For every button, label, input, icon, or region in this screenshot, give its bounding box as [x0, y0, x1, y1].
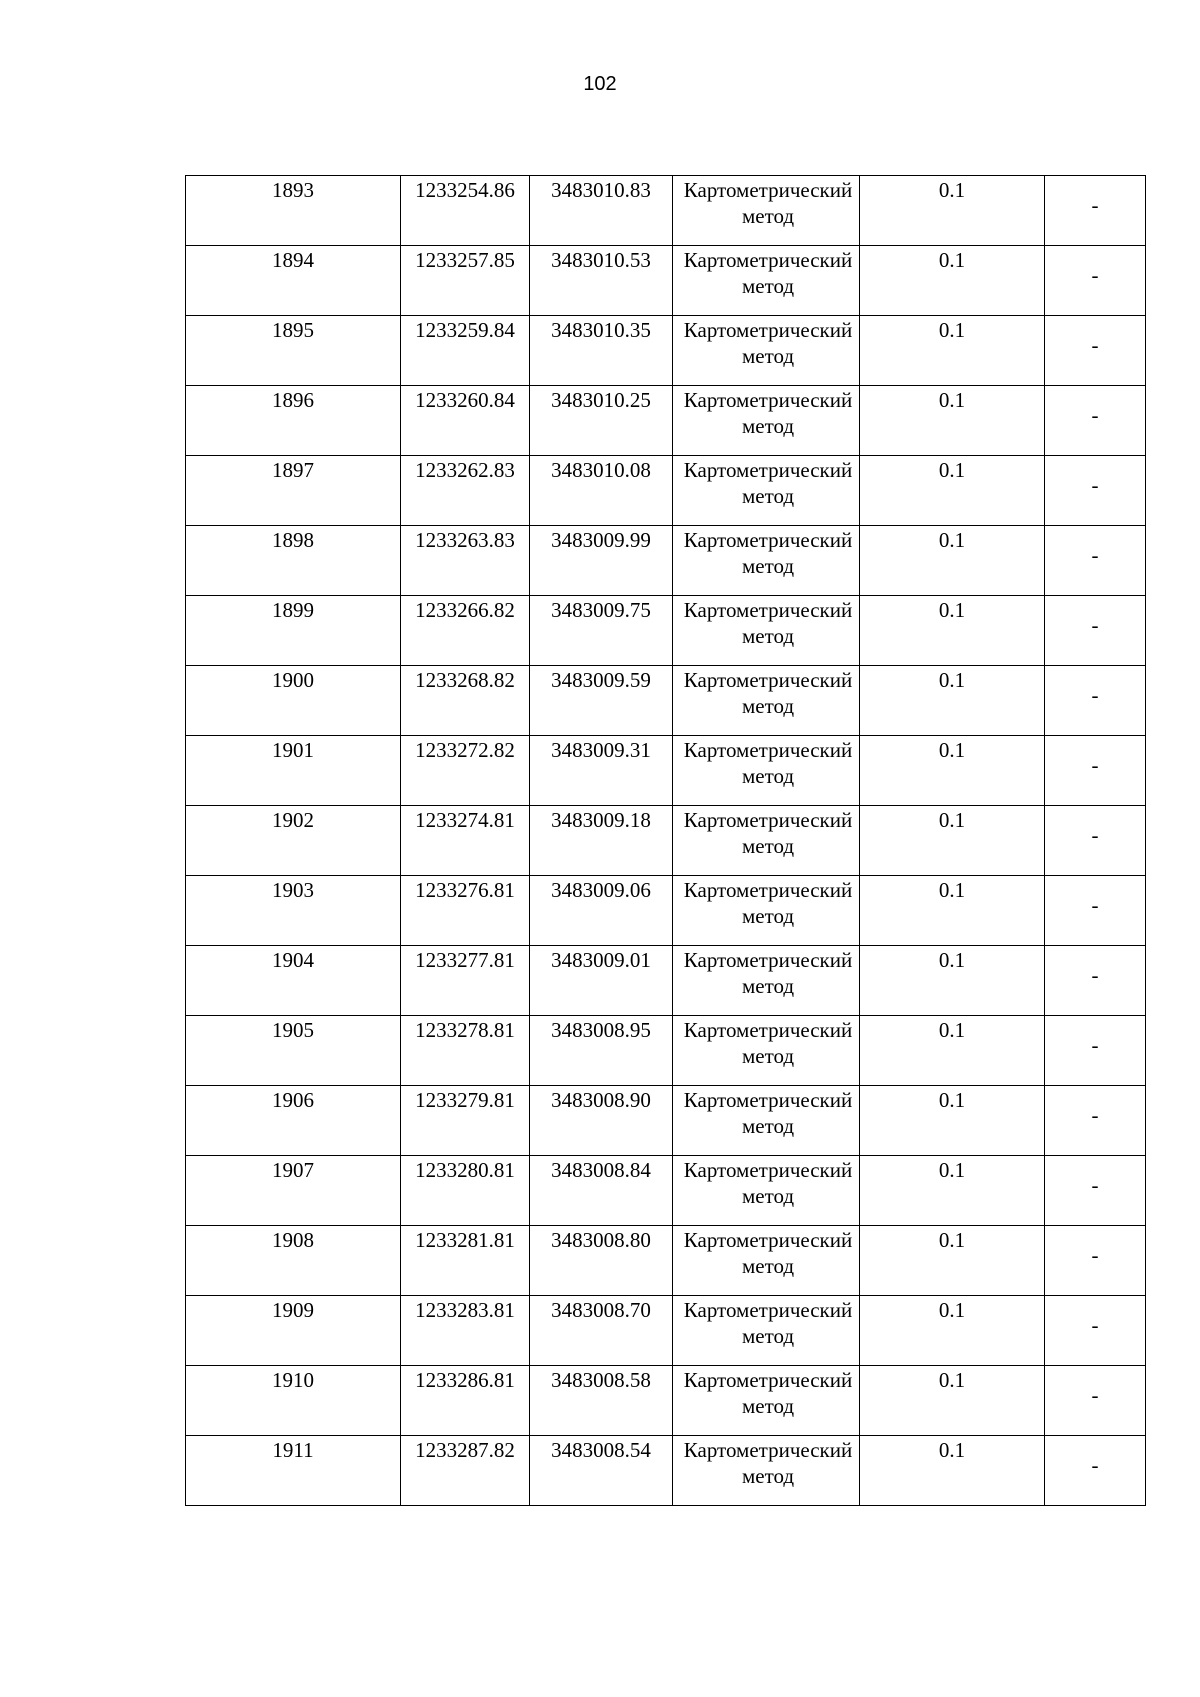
method-text: Картометрический метод — [683, 598, 853, 648]
table-row — [186, 316, 1146, 386]
point-number-cell: 1902 — [186, 806, 401, 876]
point-number-cell: 1910 — [186, 1366, 401, 1436]
description-cell: - — [1045, 316, 1146, 386]
method-text: Картометрический метод — [683, 388, 853, 438]
x-coordinate-cell: 1233279.81 — [401, 1086, 530, 1156]
x-coordinate-cell: 1233286.81 — [401, 1366, 530, 1436]
x-coordinate-cell: 1233281.81 — [401, 1226, 530, 1296]
method-text: Картометрический метод — [683, 528, 853, 578]
description-cell: - — [1045, 1436, 1146, 1506]
y-coordinate-cell: 3483009.75 — [530, 596, 673, 666]
precision-cell: 0.1 — [860, 666, 1045, 736]
point-number-cell: 1907 — [186, 1156, 401, 1226]
precision-cell: 0.1 — [860, 736, 1045, 806]
method-text: Картометрический метод — [683, 458, 853, 508]
table-row — [186, 1296, 1146, 1366]
method-cell — [673, 806, 860, 876]
y-coordinate-cell: 3483009.18 — [530, 806, 673, 876]
method-text: Картометрический метод — [683, 948, 853, 998]
precision-cell: 0.1 — [860, 1436, 1045, 1506]
point-number-cell: 1898 — [186, 526, 401, 596]
table-row — [186, 456, 1146, 526]
x-coordinate-cell: 1233263.83 — [401, 526, 530, 596]
table-row — [186, 806, 1146, 876]
y-coordinate-cell: 3483008.90 — [530, 1086, 673, 1156]
point-number-cell: 1901 — [186, 736, 401, 806]
precision-cell: 0.1 — [860, 1296, 1045, 1366]
y-coordinate-cell: 3483010.08 — [530, 456, 673, 526]
y-coordinate-cell: 3483010.83 — [530, 176, 673, 246]
method-cell — [673, 1016, 860, 1086]
page-number: 102 — [583, 73, 617, 95]
precision-cell: 0.1 — [860, 526, 1045, 596]
table-row — [186, 596, 1146, 666]
table-row — [186, 246, 1146, 316]
table-row — [186, 1226, 1146, 1296]
method-cell — [673, 736, 860, 806]
method-text: Картометрический метод — [683, 318, 853, 368]
point-number-cell: 1903 — [186, 876, 401, 946]
x-coordinate-cell: 1233276.81 — [401, 876, 530, 946]
x-coordinate-cell: 1233260.84 — [401, 386, 530, 456]
method-cell — [673, 1086, 860, 1156]
method-cell — [673, 666, 860, 736]
method-text: Картометрический метод — [683, 1088, 853, 1138]
precision-cell: 0.1 — [860, 806, 1045, 876]
table-row — [186, 946, 1146, 1016]
x-coordinate-cell: 1233262.83 — [401, 456, 530, 526]
method-text: Картометрический метод — [683, 1438, 853, 1488]
precision-cell: 0.1 — [860, 176, 1045, 246]
precision-cell: 0.1 — [860, 316, 1045, 386]
x-coordinate-cell: 1233278.81 — [401, 1016, 530, 1086]
description-cell: - — [1045, 736, 1146, 806]
description-cell: - — [1045, 876, 1146, 946]
method-cell — [673, 456, 860, 526]
description-cell: - — [1045, 666, 1146, 736]
y-coordinate-cell: 3483008.70 — [530, 1296, 673, 1366]
description-cell: - — [1045, 526, 1146, 596]
y-coordinate-cell: 3483008.54 — [530, 1436, 673, 1506]
precision-cell: 0.1 — [860, 246, 1045, 316]
y-coordinate-cell: 3483008.84 — [530, 1156, 673, 1226]
y-coordinate-cell: 3483009.01 — [530, 946, 673, 1016]
method-cell — [673, 1296, 860, 1366]
precision-cell: 0.1 — [860, 876, 1045, 946]
precision-cell: 0.1 — [860, 386, 1045, 456]
x-coordinate-cell: 1233277.81 — [401, 946, 530, 1016]
table-row — [186, 1436, 1146, 1506]
precision-cell: 0.1 — [860, 456, 1045, 526]
y-coordinate-cell: 3483008.58 — [530, 1366, 673, 1436]
precision-cell: 0.1 — [860, 596, 1045, 666]
description-cell: - — [1045, 1156, 1146, 1226]
table-row — [186, 736, 1146, 806]
x-coordinate-cell: 1233283.81 — [401, 1296, 530, 1366]
point-number-cell: 1894 — [186, 246, 401, 316]
method-cell — [673, 316, 860, 386]
description-cell: - — [1045, 456, 1146, 526]
point-number-cell: 1904 — [186, 946, 401, 1016]
x-coordinate-cell: 1233272.82 — [401, 736, 530, 806]
x-coordinate-cell: 1233268.82 — [401, 666, 530, 736]
point-number-cell: 1899 — [186, 596, 401, 666]
table-row — [186, 1086, 1146, 1156]
point-number-cell: 1909 — [186, 1296, 401, 1366]
description-cell: - — [1045, 1296, 1146, 1366]
method-cell — [673, 1436, 860, 1506]
precision-cell: 0.1 — [860, 1366, 1045, 1436]
precision-cell: 0.1 — [860, 1156, 1045, 1226]
table-row — [186, 176, 1146, 246]
description-cell: - — [1045, 246, 1146, 316]
method-cell — [673, 876, 860, 946]
method-text: Картометрический метод — [683, 808, 853, 858]
method-cell — [673, 526, 860, 596]
table-row — [186, 876, 1146, 946]
table-row — [186, 386, 1146, 456]
y-coordinate-cell: 3483008.95 — [530, 1016, 673, 1086]
point-number-cell: 1896 — [186, 386, 401, 456]
table-row — [186, 1366, 1146, 1436]
x-coordinate-cell: 1233257.85 — [401, 246, 530, 316]
description-cell: - — [1045, 1366, 1146, 1436]
method-text: Картометрический метод — [683, 878, 853, 928]
precision-cell: 0.1 — [860, 1086, 1045, 1156]
y-coordinate-cell: 3483009.99 — [530, 526, 673, 596]
method-cell — [673, 1366, 860, 1436]
method-text: Картометрический метод — [683, 1298, 853, 1348]
y-coordinate-cell: 3483008.80 — [530, 1226, 673, 1296]
method-cell — [673, 176, 860, 246]
method-cell — [673, 596, 860, 666]
method-text: Картометрический метод — [683, 248, 853, 298]
description-cell: - — [1045, 596, 1146, 666]
method-text: Картометрический метод — [683, 178, 853, 228]
y-coordinate-cell: 3483009.06 — [530, 876, 673, 946]
description-cell: - — [1045, 806, 1146, 876]
description-cell: - — [1045, 386, 1146, 456]
y-coordinate-cell: 3483010.53 — [530, 246, 673, 316]
point-number-cell: 1908 — [186, 1226, 401, 1296]
coordinates-table-body — [186, 176, 1146, 1506]
x-coordinate-cell: 1233274.81 — [401, 806, 530, 876]
method-cell — [673, 246, 860, 316]
table-row — [186, 1016, 1146, 1086]
x-coordinate-cell: 1233266.82 — [401, 596, 530, 666]
point-number-cell: 1906 — [186, 1086, 401, 1156]
description-cell: - — [1045, 946, 1146, 1016]
description-cell: - — [1045, 1016, 1146, 1086]
x-coordinate-cell: 1233280.81 — [401, 1156, 530, 1226]
precision-cell: 0.1 — [860, 1016, 1045, 1086]
y-coordinate-cell: 3483010.35 — [530, 316, 673, 386]
table-row — [186, 666, 1146, 736]
method-cell — [673, 1226, 860, 1296]
method-cell — [673, 946, 860, 1016]
point-number-cell: 1900 — [186, 666, 401, 736]
y-coordinate-cell: 3483009.59 — [530, 666, 673, 736]
x-coordinate-cell: 1233287.82 — [401, 1436, 530, 1506]
point-number-cell: 1893 — [186, 176, 401, 246]
point-number-cell: 1897 — [186, 456, 401, 526]
point-number-cell: 1905 — [186, 1016, 401, 1086]
method-text: Картометрический метод — [683, 1018, 853, 1068]
table-row — [186, 1156, 1146, 1226]
y-coordinate-cell: 3483009.31 — [530, 736, 673, 806]
precision-cell: 0.1 — [860, 946, 1045, 1016]
coordinates-table — [185, 175, 1146, 1506]
point-number-cell: 1911 — [186, 1436, 401, 1506]
method-text: Картометрический метод — [683, 668, 853, 718]
method-text: Картометрический метод — [683, 1368, 853, 1418]
precision-cell: 0.1 — [860, 1226, 1045, 1296]
x-coordinate-cell: 1233259.84 — [401, 316, 530, 386]
method-cell — [673, 386, 860, 456]
method-text: Картометрический метод — [683, 1158, 853, 1208]
description-cell: - — [1045, 1086, 1146, 1156]
point-number-cell: 1895 — [186, 316, 401, 386]
description-cell: - — [1045, 1226, 1146, 1296]
x-coordinate-cell: 1233254.86 — [401, 176, 530, 246]
method-text: Картометрический метод — [683, 738, 853, 788]
table-row — [186, 526, 1146, 596]
description-cell: - — [1045, 176, 1146, 246]
method-text: Картометрический метод — [683, 1228, 853, 1278]
method-cell — [673, 1156, 860, 1226]
y-coordinate-cell: 3483010.25 — [530, 386, 673, 456]
